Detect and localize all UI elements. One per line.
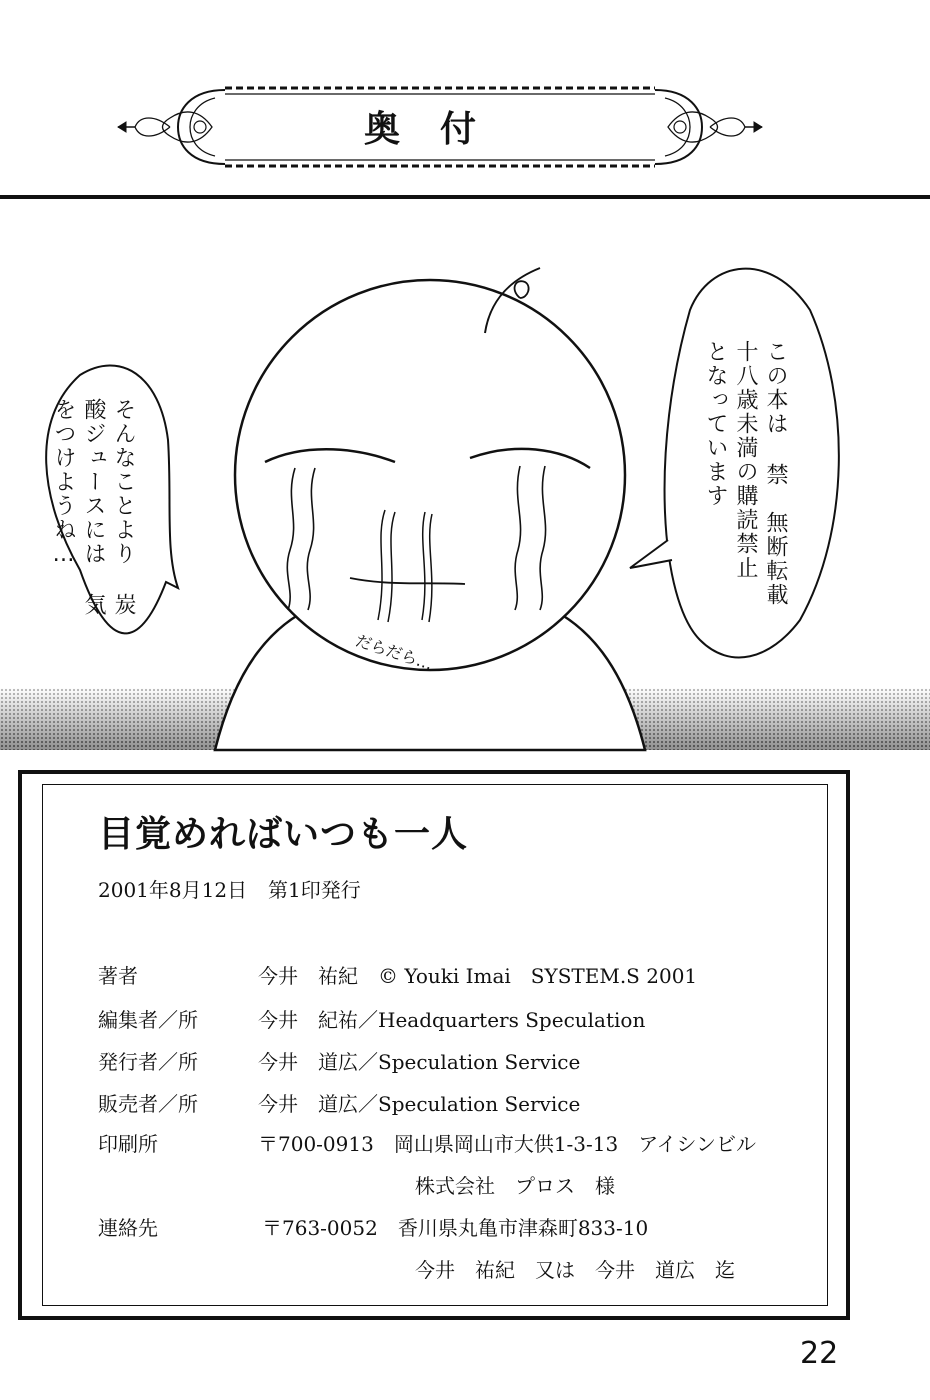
right-bubble-text xyxy=(700,340,790,620)
printer-address: 〒700-0913 岡山県岡山市大供1-3-13 アイシンビル xyxy=(258,1132,756,1156)
contact-address: 〒763-0052 香川県丸亀市津森町833-10 xyxy=(262,1216,649,1240)
page-title: 奥付 xyxy=(363,109,516,150)
header-divider xyxy=(0,195,930,199)
right-bubble-line-4: となっています xyxy=(703,340,728,508)
publisher-label: 発行者／所 xyxy=(98,1050,198,1074)
editor-label: 編集者／所 xyxy=(98,1008,198,1032)
right-bubble-line-3: 十八歳未満の購読禁止 xyxy=(733,340,758,580)
illustration-character xyxy=(0,200,930,760)
right-bubble-line-1: この本は xyxy=(763,340,788,436)
publisher-value: 今井 道広／Speculation Service xyxy=(258,1050,581,1074)
author-label: 著者 xyxy=(98,964,138,988)
right-bubble-line-2: 禁 無断転載 xyxy=(763,463,788,607)
publication-date: 2001年8月12日 xyxy=(98,878,248,902)
left-bubble-text xyxy=(48,398,138,638)
book-title: 目覚めればいつも一人 xyxy=(98,813,469,855)
author-value: 今井 祐紀 © Youki Imai SYSTEM.S 2001 xyxy=(258,964,698,988)
printer-company: 株式会社 プロス 様 xyxy=(415,1174,615,1198)
editor-value: 今井 紀祐／Headquarters Speculation xyxy=(258,1008,646,1032)
contact-label: 連絡先 xyxy=(98,1216,158,1240)
left-bubble-line-2: 炭酸ジュースには xyxy=(81,398,136,617)
left-bubble-line-3: 気をつけようね… xyxy=(51,398,106,617)
contact-names: 今井 祐紀 又は 今井 道広 迄 xyxy=(415,1258,735,1282)
drool-sound-effect: だらだら… xyxy=(353,630,436,674)
seller-label: 販売者／所 xyxy=(98,1092,198,1116)
printer-label: 印刷所 xyxy=(98,1132,158,1156)
left-bubble-line-1: そんなことより xyxy=(111,398,136,566)
publication-edition: 第1印発行 xyxy=(268,878,361,902)
seller-value: 今井 道広／Speculation Service xyxy=(258,1092,581,1116)
page-number: 22 xyxy=(800,1336,839,1371)
